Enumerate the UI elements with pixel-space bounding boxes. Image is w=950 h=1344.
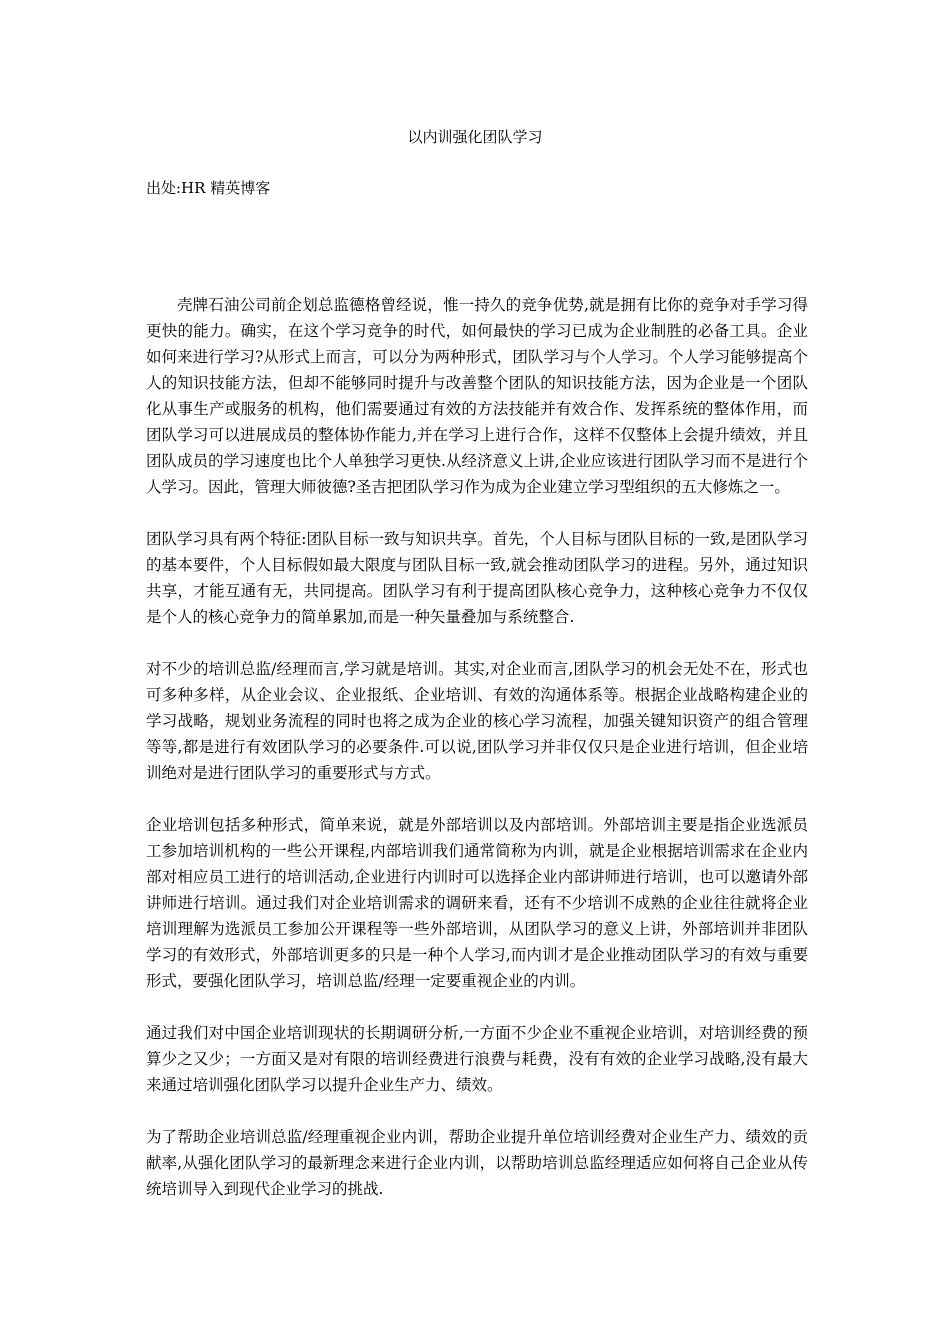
paragraph: 企业培训包括多种形式，简单来说，就是外部培训以及内部培训。外部培训主要是指企业选派员工参加培训机构的一些公开课程,内部培训我们通常简称为内训，就是企业根据培训需求在企业内部对相应员工进行的培训活动,企业进行内训时可以选择企业内部讲师进行培训，也可以邀请外部讲师进行培训。通过我们对企业培训需求的调研来看，还有不少培训不成熟的企业往往就将企业培训理解为选派员工参加公开课程等一些外部培训，从团队学习的意义上讲，外部培训并非团队学习的有效形式，外部培训更多的只是一种个人学习,而内训才是企业推动团队学习的有效与重要形式，要强化团队学习，培训总监/经理一定要重视企业的内训。 [146,816,808,990]
paragraph: 对不少的培训总监/经理而言,学习就是培训。其实,对企业而言,团队学习的机会无处不在，形式也可多种多样，从企业会议、企业报纸、企业培训、有效的沟通体系等。根据企业战略构建企业的学习战略，规划业务流程的同时也将之成为企业的核心学习流程，加强关键知识资产的组合管理等等,都是进行有效团队学习的必要条件.可以说,团队学习并非仅仅只是企业进行培训，但企业培训绝对是进行团队学习的重要形式与方式。 [146,660,808,782]
document-source: 出处:HR 精英博客 [146,179,271,197]
document-title: 以内训强化团队学习 [407,128,543,146]
paragraph: 壳牌石油公司前企划总监德格曾经说，惟一持久的竞争优势,就是拥有比你的竞争对手学习得更快的能力。确实，在这个学习竞争的时代，如何最快的学习已成为企业制胜的必备工具。企业如何来进行学习?从形式上而言，可以分为两种形式，团队学习与个人学习。个人学习能够提高个人的知识技能方法，但却不能够同时提升与改善整个团队的知识技能方法，因为企业是一个团队化从事生产或服务的机构，他们需要通过有效的方法技能并有效合作、发挥系统的整体作用，而团队学习可以进展成员的整体协作能力,并在学习上进行合作，这样不仅整体上会提升绩效，并且团队成员的学习速度也比个人单独学习更快.从经济意义上讲,企业应该进行团队学习而不是进行个人学习。因此，管理大师彼德?圣吉把团队学习作为成为企业建立学习型组织的五大修炼之一。 [146,296,808,496]
paragraph: 为了帮助企业培训总监/经理重视企业内训，帮助企业提升单位培训经费对企业生产力、绩效的贡献率,从强化团队学习的最新理念来进行企业内训，以帮助培训总监经理适应如何将自己企业从传统培训导入到现代企业学习的挑战. [146,1128,808,1198]
paragraph: 通过我们对中国企业培训现状的长期调研分析,一方面不少企业不重视企业培训，对培训经费的预算少之又少；一方面又是对有限的培训经费进行浪费与耗费，没有有效的企业学习战略,没有最大来通过培训强化团队学习以提升企业生产力、绩效。 [146,1024,808,1094]
document-body [146,292,808,1228]
paragraph: 团队学习具有两个特征:团队目标一致与知识共享。首先，个人目标与团队目标的一致,是团队学习的基本要件，个人目标假如最大限度与团队目标一致,就会推动团队学习的进程。另外，通过知识共享，才能互通有无，共同提高。团队学习有利于提高团队核心竞争力，这种核心竞争力不仅仅是个人的核心竞争力的简单累加,而是一种矢量叠加与系统整合. [146,530,808,626]
